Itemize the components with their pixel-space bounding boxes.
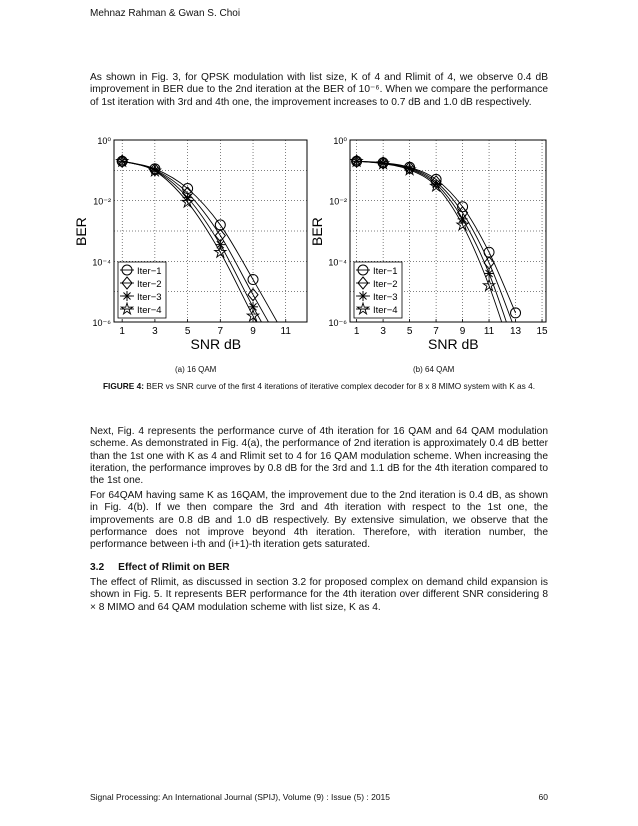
asterisk-marker <box>215 240 225 250</box>
x-axis-label: SNR dB <box>190 336 242 352</box>
chart-16qam <box>73 126 322 358</box>
y-tick-label: 10⁻⁶ <box>328 318 347 328</box>
asterisk-marker <box>281 359 291 369</box>
legend-entry: Iter−1 <box>373 266 398 277</box>
star-marker <box>280 368 291 379</box>
y-axis-label: BER <box>309 217 325 246</box>
running-header: Mehnaz Rahman & Gwan S. Choi <box>90 8 241 19</box>
x-tick-label: 9 <box>250 326 256 337</box>
section-title: Effect of Rlimit on BER <box>118 562 230 573</box>
section-heading <box>90 562 230 573</box>
y-tick-label: 10⁻² <box>329 196 347 207</box>
x-tick-label: 13 <box>509 326 522 337</box>
figure-caption <box>90 381 548 392</box>
x-tick-label: 7 <box>433 326 439 337</box>
figure-label: FIGURE 4: <box>102 381 144 391</box>
asterisk-marker <box>358 291 368 301</box>
x-tick-label: 11 <box>483 326 495 337</box>
y-tick-label: 10⁰ <box>97 136 111 146</box>
y-tick-label: 10⁻⁴ <box>92 257 111 268</box>
y-tick-label: 10⁻⁴ <box>328 257 347 268</box>
y-tick-label: 10⁻² <box>93 196 111 207</box>
y-tick-label: 10⁻⁶ <box>92 318 111 328</box>
section-number: 3.2 <box>90 562 105 573</box>
y-tick-label: 10⁰ <box>333 136 347 146</box>
legend-entry: Iter−2 <box>137 279 162 290</box>
x-tick-label: 3 <box>152 326 158 337</box>
subcaption-b: (b) 64 QAM <box>413 365 455 374</box>
subcaption-a: (a) 16 QAM <box>175 365 217 374</box>
legend-entry: Iter−3 <box>137 292 162 303</box>
legend-entry: Iter−4 <box>373 305 398 316</box>
x-tick-label: 11 <box>280 326 291 337</box>
x-tick-label: 3 <box>380 326 386 337</box>
legend <box>118 262 166 318</box>
legend-entry: Iter−3 <box>373 292 398 303</box>
paragraph-2: Next, Fig. 4 represents the performance curve of 4th iteration for 16 QAM and 64 QAM modulation scheme. As demonstrated in Fig. 4(a), the performance of 2nd iteration is approximately 0.4 dB better than the 1st one with K as 4 and Rlimit set to 4 for 16 QAM modulation scheme. When increasing the iteration, the performance improves by 0.8 dB for the 3rd and 1.1 dB for the 4th iteration compared to the 1st one. <box>90 426 548 487</box>
x-tick-label: 7 <box>217 326 224 337</box>
legend <box>354 262 402 318</box>
x-axis-label: SNR dB <box>428 336 479 352</box>
paragraph-4: The effect of Rlimit, as discussed in section 3.2 for proposed complex on demand child expansion is shown in Fig. 5. It represents BER performance for the 4th iteration over different SNR considering 8 × 8 MIMO and 64 QAM modulation scheme with list size, K as 4. <box>90 577 548 613</box>
x-tick-label: 15 <box>536 326 548 337</box>
x-tick-label: 5 <box>184 326 191 337</box>
journal-info: Signal Processing: An International Journal (SPIJ), Volume (9) : Issue (5) : 2015 <box>90 792 391 802</box>
chart-64qam <box>309 126 558 358</box>
y-axis-label: BER <box>73 217 89 246</box>
asterisk-marker <box>122 291 132 301</box>
paragraph-3: For 64QAM having same K as 16QAM, the improvement due to the 2nd iteration is 0.4 dB, as shown in Fig. 4(b). If we then compare the 3rd and 4th iteration with respect to the 1st one, the improvements are 0.8 dB and 1.0 dB respectively. By extensive simulation, we observe that the performance does not improve beyond 4th iteration. Therefore, with iteration number, the performance between i-th and (i+1)-th iteration gets saturated. <box>90 490 548 551</box>
star-marker <box>510 359 521 370</box>
asterisk-marker <box>511 344 521 354</box>
page-number: 60 <box>538 792 548 802</box>
x-tick-label: 1 <box>353 326 360 337</box>
legend-entry: Iter−1 <box>137 266 162 277</box>
diamond-marker <box>281 346 291 358</box>
x-tick-label: 1 <box>119 326 125 337</box>
x-tick-label: 9 <box>459 326 466 337</box>
page-footer <box>90 792 548 802</box>
legend-entry: Iter−4 <box>137 305 162 316</box>
series-line <box>122 161 286 352</box>
figure-caption-text: BER vs SNR curve of the first 4 iterations of iterative complex decoder for 8 x 8 MIMO system with K as 4. <box>144 381 536 391</box>
x-tick-label: 5 <box>406 326 413 337</box>
paragraph-1: As shown in Fig. 3, for QPSK modulation with list size, K of 4 and Rlimit of 4, we observe 0.4 dB improvement in BER due to the 2nd iteration at the BER of 10⁻⁶. When we compare the performance of 1st iteration with 3rd and 4th one, the improvement increases to 0.7 dB and 1.0 dB respectively. <box>90 72 548 108</box>
legend-entry: Iter−2 <box>373 279 398 290</box>
